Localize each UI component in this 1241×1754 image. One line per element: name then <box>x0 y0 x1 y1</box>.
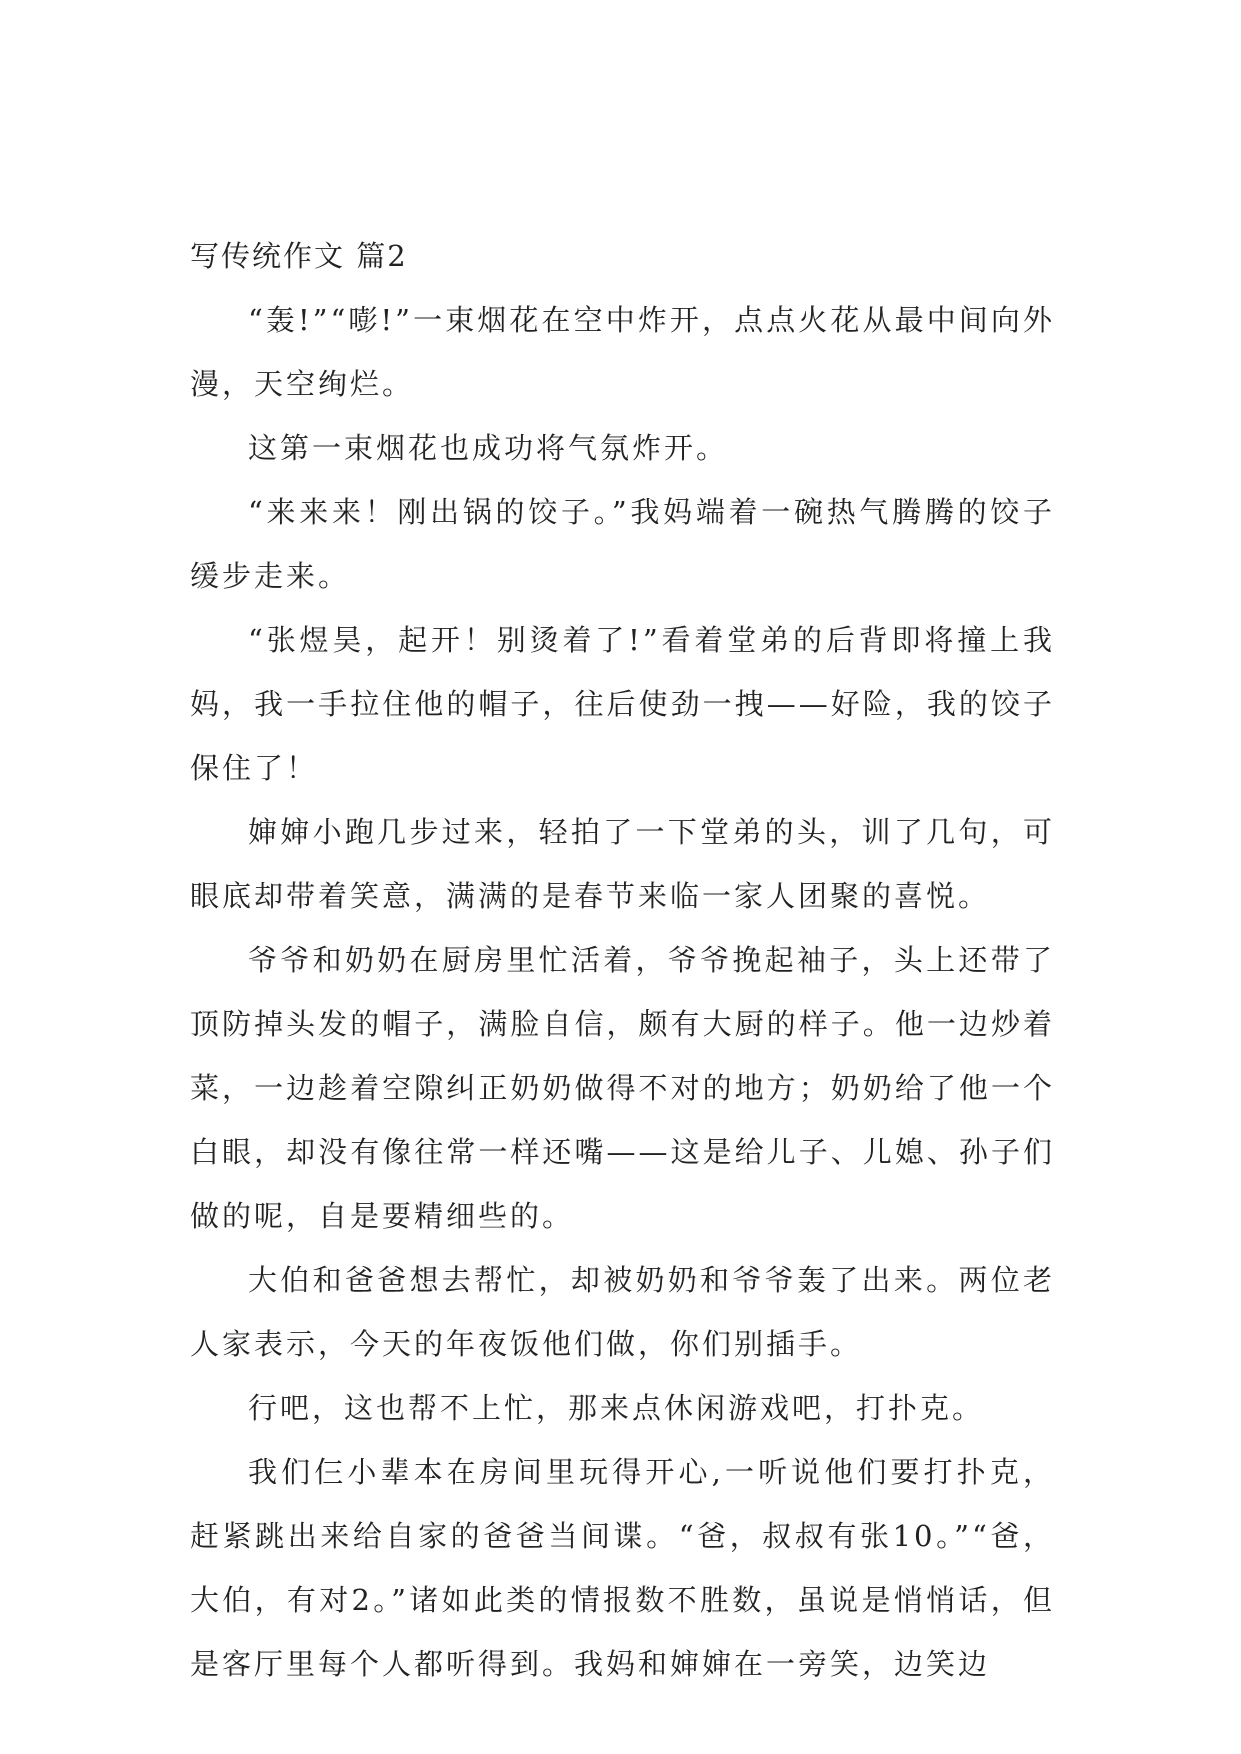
paragraph-9: 我们仨小辈本在房间里玩得开心,一听说他们要打扑克，赶紧跳出来给自家的爸爸当间谍。“爸，叔叔有张10。”“爸，大伯，有对2。”诸如此类的情报数不胜数，虽说是悄悄话，但是客厅里每个人都听得到。我妈和婶婶在一旁笑，边笑边 <box>190 1455 1055 1681</box>
paragraph-1: “轰!”“嘭!”一束烟花在空中炸开，点点火花从最中间向外漫，天空绚烂。 <box>190 303 1055 401</box>
paragraph-7: 大伯和爸爸想去帮忙，却被奶奶和爷爷轰了出来。两位老人家表示，今天的年夜饭他们做，你们别插手。 <box>190 1263 1055 1361</box>
document-title: 写传统作文 篇2 <box>190 239 408 273</box>
paragraph-2: 这第一束烟花也成功将气氛炸开。 <box>248 431 729 465</box>
paragraph-5: 婶婶小跑几步过来，轻拍了一下堂弟的头，训了几句，可眼底却带着笑意，满满的是春节来临一家人团聚的喜悦。 <box>190 815 1055 913</box>
paragraph-4: “张煜昊，起开！别烫着了!”看着堂弟的后背即将撞上我妈，我一手拉住他的帽子，往后使劲一拽——好险，我的饺子保住了！ <box>190 623 1055 785</box>
document-body <box>190 224 1055 1696</box>
paragraph-3: “来来来！刚出锅的饺子。”我妈端着一碗热气腾腾的饺子缓步走来。 <box>190 495 1055 593</box>
paragraph-6: 爷爷和奶奶在厨房里忙活着，爷爷挽起袖子，头上还带了顶防掉头发的帽子，满脸自信，颇有大厨的样子。他一边炒着菜，一边趁着空隙纠正奶奶做得不对的地方；奶奶给了他一个白眼，却没有像往常一样还嘴——这是给儿子、儿媳、孙子们做的呢，自是要精细些的。 <box>190 943 1055 1233</box>
paragraph-8: 行吧，这也帮不上忙，那来点休闲游戏吧，打扑克。 <box>248 1391 985 1425</box>
